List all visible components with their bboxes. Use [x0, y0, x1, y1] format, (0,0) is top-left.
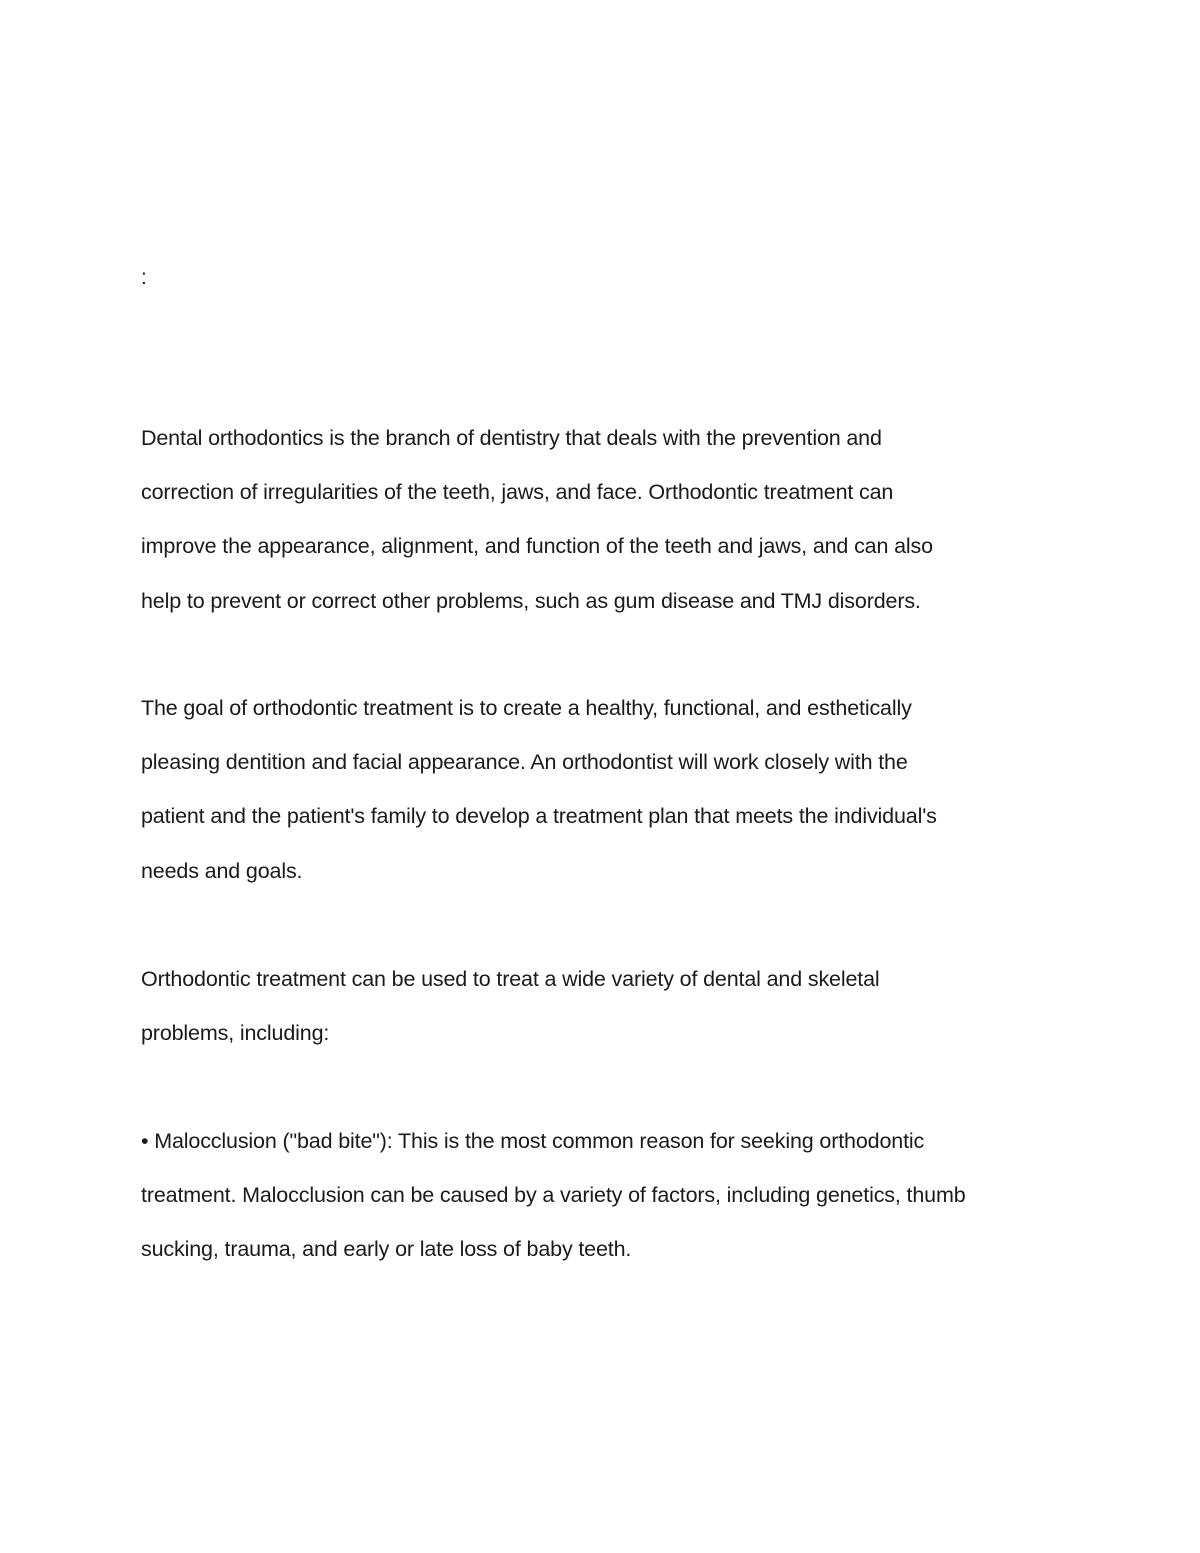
text-line: • Malocclusion ("bad bite"): This is the most common reason for seeking orthodontic — [141, 1129, 925, 1153]
paragraph-goal — [141, 681, 1071, 898]
text-line: pleasing dentition and facial appearance. An orthodontist will work closely with the — [141, 750, 908, 775]
text-line: needs and goals. — [141, 858, 303, 883]
text-line: problems, including: — [141, 1021, 330, 1046]
text-line: help to prevent or correct other problems, such as gum disease and TMJ disorders. — [141, 588, 921, 613]
bullet-malocclusion — [141, 1114, 1071, 1277]
text-line: Orthodontic treatment can be used to treat a wide variety of dental and skeletal — [141, 967, 880, 991]
text-line: patient and the patient's family to develop a treatment plan that meets the individual's — [141, 804, 937, 829]
text-line: improve the appearance, alignment, and function of the teeth and jaws, and can also — [141, 534, 933, 559]
paragraph-definition — [141, 411, 1071, 628]
paragraph-problems-intro — [141, 952, 1071, 1060]
text-line: treatment. Malocclusion can be caused by a variety of factors, including genetics, thumb — [141, 1183, 966, 1208]
colon-marker: : — [141, 266, 147, 289]
text-line: sucking, trauma, and early or late loss of baby teeth. — [141, 1237, 632, 1262]
text-line: Dental orthodontics is the branch of dentistry that deals with the prevention and — [141, 426, 882, 450]
text-line: correction of irregularities of the teeth, jaws, and face. Orthodontic treatment can — [141, 480, 894, 505]
text-line: The goal of orthodontic treatment is to create a healthy, functional, and esthetically — [141, 696, 912, 720]
